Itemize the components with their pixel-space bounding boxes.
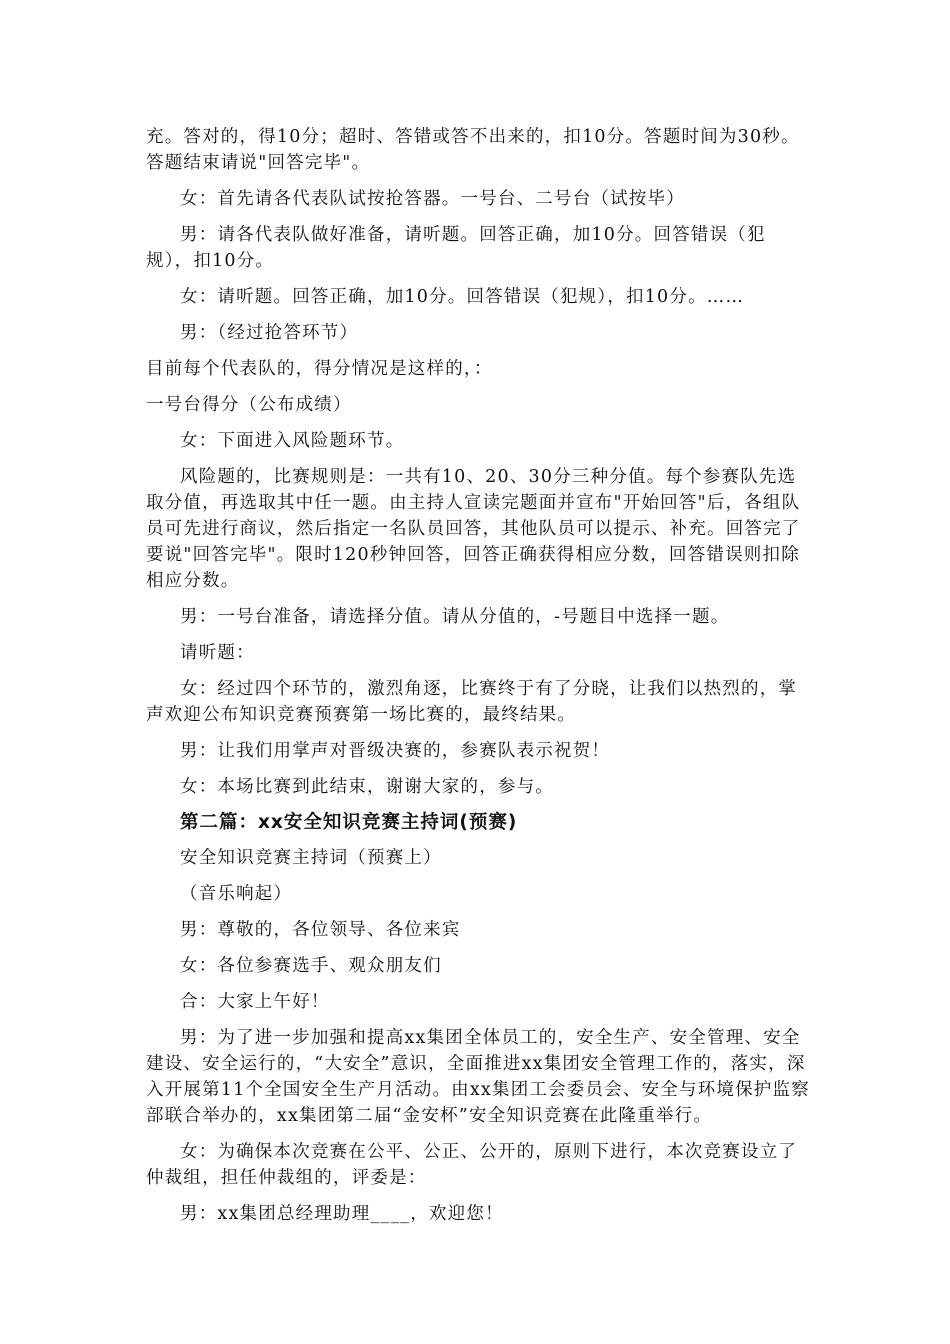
- section-heading: 第二篇：xx安全知识竞赛主持词(预赛): [180, 812, 518, 833]
- paragraph: 女：下面进入风险题环节。: [180, 431, 405, 451]
- paragraph: 合：大家上午好！: [180, 992, 330, 1012]
- paragraph: 男：让我们用掌声对晋级决赛的，参赛队表示祝贺！: [180, 741, 611, 761]
- paragraph: 男：尊敬的，各位领导、各位来宾: [180, 920, 461, 940]
- paragraph: 一号台得分（公布成绩）: [146, 395, 352, 415]
- paragraph: 女：本场比赛到此结束，谢谢大家的，参与。: [180, 777, 554, 797]
- document-body: [146, 124, 810, 1237]
- paragraph: （音乐响起）: [180, 884, 293, 904]
- paragraph: 女：各位参赛选手、观众朋友们: [180, 956, 442, 976]
- paragraph: 风险题的，比赛规则是：一共有10、20、30分三种分值。每个参赛队先选取分值，再选取其中任一题。由主持人宣读完题面并宣布"开始回答"后，各组队员可先进行商议，然后指定一名队员回答，其他队员可以提示、补充。回答完了要说"回答完毕"。限时120秒钟回答，回答正确获得相应分数，回答错误则扣除相应分数。: [146, 467, 801, 591]
- paragraph: 请听题：: [180, 643, 255, 663]
- paragraph: 男：xx集团总经理助理____，欢迎您！: [180, 1204, 504, 1224]
- paragraph: 男：为了进一步加强和提高xx集团全体员工的，安全生产、安全管理、安全建设、安全运行的，“大安全”意识，全面推进xx集团安全管理工作的，落实，深入开展第11个全国安全生产月活动。由xx集团工会委员会、安全与环境保护监察部联合举办的，xx集团第二届“金安杯”安全知识竞赛在此隆重举行。: [146, 1028, 810, 1126]
- paragraph: 男：一号台准备，请选择分值。请从分值的，-号题目中选择一题。: [180, 607, 730, 627]
- paragraph: 目前每个代表队的，得分情况是这样的，：: [146, 359, 493, 379]
- paragraph: 男：请各代表队做好准备，请听题。回答正确，加10分。回答错误（犯规），扣10分。: [146, 225, 766, 271]
- paragraph: 男：（经过抢答环节）: [180, 323, 359, 343]
- paragraph: 女：请听题。回答正确，加10分。回答错误（犯规），扣10分。……: [180, 287, 745, 307]
- paragraph: 女：首先请各代表队试按抢答器。一号台、二号台（试按毕）: [180, 189, 685, 209]
- paragraph: 安全知识竞赛主持词（预赛上）: [180, 848, 442, 868]
- paragraph: 女：为确保本次竞赛在公平、公正、公开的，原则下进行，本次竞赛设立了仲裁组，担任仲裁组的，评委是：: [146, 1142, 798, 1188]
- paragraph: 女：经过四个环节的，激烈角逐，比赛终于有了分晓，让我们以热烈的，掌声欢迎公布知识竞赛预赛第一场比赛的，最终结果。: [146, 679, 798, 725]
- paragraph: 充。答对的，得10分；超时、答错或答不出来的，扣10分。答题时间为30秒。答题结束请说"回答完毕"。: [146, 127, 800, 173]
